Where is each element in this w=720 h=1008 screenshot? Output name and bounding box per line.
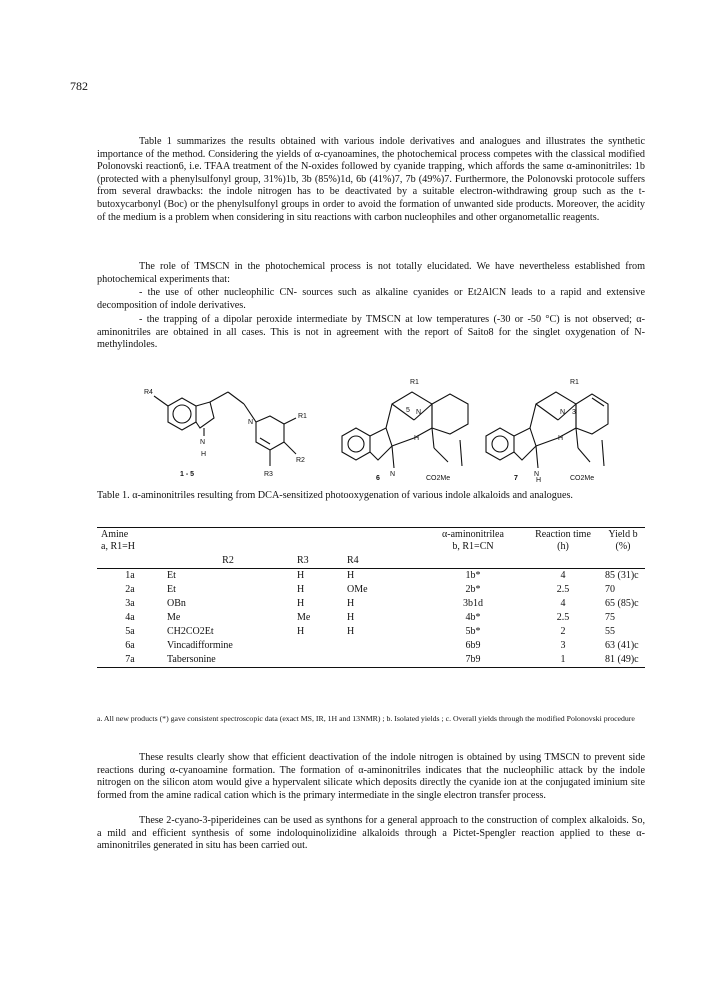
position-3-label: 3 xyxy=(572,409,576,416)
cell-r3: H xyxy=(297,598,305,609)
table-row xyxy=(97,653,645,668)
cell-time: 4 xyxy=(560,570,566,581)
cell-amine: 2a xyxy=(125,584,135,595)
cell-r4: H xyxy=(347,612,355,623)
table-caption: Table 1. α-aminonitriles resulting from DCA-sensitized photooxygenation of various indole alkaloids and analogues. xyxy=(97,490,573,501)
paragraph-tmscn-role: The role of TMSCN in the photochemical process is not totally elucidated. We have nevertheless established from photochemical experiments that: xyxy=(97,261,645,285)
indole-h-label: H xyxy=(201,451,207,458)
cell-r2: Et xyxy=(167,570,176,581)
cell-amine: 5a xyxy=(125,626,135,637)
cell-yield: 65 (85)c xyxy=(605,598,639,609)
table-row xyxy=(97,569,645,584)
cell-r2: Vincadifformine xyxy=(167,640,233,651)
cell-product: 7b9 xyxy=(465,654,481,665)
paragraph-peroxide-trapping: - the trapping of a dipolar peroxide intermediate by TMSCN at low temperatures (-30 or -50 °C) is not observed; α-aminonitriles are obtained in all cases. This is not in agreement with the report of Saito8 for the singlet oxygenation of N-methylindoles. xyxy=(97,314,645,351)
cell-r2: Me xyxy=(167,612,181,623)
structure-label-1-5: 1 - 5 xyxy=(180,471,195,478)
piperidine-n-label: N xyxy=(248,419,254,426)
h-label-7b: H xyxy=(536,477,542,484)
structure-6 xyxy=(342,392,468,468)
structure-7 xyxy=(486,392,608,468)
header-r3: R3 xyxy=(297,555,309,566)
r1-label-6: R1 xyxy=(410,379,419,386)
table-footnote: a. All new products (*) gave consistent spectroscopic data (exact MS, IR, 1H and 13NMR) ; b. Isolated yields ; c. Overall yields through the modified Polonovski procedure xyxy=(97,714,635,723)
cell-r3: H xyxy=(297,570,305,581)
indole-n-7: N xyxy=(534,471,540,478)
cell-time: 2.5 xyxy=(556,584,570,595)
cell-r2: Et xyxy=(167,584,176,595)
header-yield: Yield b (%) xyxy=(608,529,638,552)
header-amine: Amine a, R1=H xyxy=(101,529,135,552)
cell-r3 xyxy=(293,639,343,653)
h-label-7: H xyxy=(558,435,564,442)
structure-1-5 xyxy=(154,392,296,466)
table-row xyxy=(97,639,645,653)
cell-yield: 63 (41)c xyxy=(605,640,639,651)
cell-yield: 70 xyxy=(605,584,615,595)
cell-product: 1b* xyxy=(465,570,481,581)
r1-label: R1 xyxy=(298,413,307,420)
cell-product: 5b* xyxy=(465,626,481,637)
cell-yield: 85 (31)c xyxy=(605,570,639,581)
structure-label-6: 6 xyxy=(376,475,380,482)
indole-n-label: N xyxy=(200,439,206,446)
cell-amine: 4a xyxy=(125,612,135,623)
paragraph-tmscn-deactivation: These results clearly show that efficient deactivation of the indole nitrogen is obtained by using TMSCN to prevent side reactions during α-cyanoamine formation. The formation of α-aminonitriles indicates that the nucleophilic attack by the indole nitrogen on the silicon atom would give a hypervalent silicate which deposits directly the cyanide ion at the conjugated iminium site formed from the amine radical cation which is the primary intermediate in the single electron transfer process. xyxy=(97,752,645,801)
cell-time: 1 xyxy=(560,654,566,665)
cell-r3: Me xyxy=(297,612,311,623)
indole-n-6: N xyxy=(390,471,396,478)
cell-time: 3 xyxy=(560,640,566,651)
cell-r3: H xyxy=(297,584,305,595)
chemical-structures xyxy=(130,364,650,484)
h-label-6: H xyxy=(414,435,420,442)
cell-r3 xyxy=(293,653,343,668)
co2me-label-7: CO2Me xyxy=(570,475,595,482)
paragraph-cn-sources: - the use of other nucleophilic CN- sources such as alkaline cyanides or Et2AlCN leads to a rapid and extensive decomposition of indole derivatives. xyxy=(97,287,645,311)
cell-r3: H xyxy=(297,626,305,637)
cell-time: 4 xyxy=(560,598,566,609)
paragraph-piperideines: These 2-cyano-3-piperideines can be used as synthons for a general approach to the construction of complex alkaloids. So, a mild and efficient synthesis of some indoloquinolizidine alkaloids through a Pictet-Spengler reaction applied to these α-aminonitriles generated in situ has been carried out. xyxy=(97,815,645,852)
header-r2: R2 xyxy=(222,555,234,566)
header-r4: R4 xyxy=(347,555,359,566)
r2-label: R2 xyxy=(296,457,305,464)
cell-amine: 7a xyxy=(125,654,135,665)
cell-yield: 75 xyxy=(605,612,615,623)
cell-product: 6b9 xyxy=(465,640,481,651)
cell-r2: Tabersonine xyxy=(167,654,216,665)
page-number: 782 xyxy=(70,79,88,93)
cell-r4: H xyxy=(347,598,355,609)
n-label-6: N xyxy=(416,409,422,416)
cell-yield: 55 xyxy=(605,626,615,637)
r3-label: R3 xyxy=(264,471,273,478)
table-row xyxy=(97,625,645,639)
results-table xyxy=(97,527,645,668)
cell-yield: 81 (49)c xyxy=(605,654,639,665)
cell-time: 2 xyxy=(560,626,566,637)
table-row xyxy=(97,583,645,597)
structure-label-7: 7 xyxy=(514,475,518,482)
cell-product: 2b* xyxy=(465,584,481,595)
paragraph-table-summary: Table 1 summarizes the results obtained with various indole derivatives and analogues and illustrates the synthetic importance of the method. Considering the yields of α-cyanoamines, the photochemical process competes with the classical modified Polonovski reaction6, i.e. TFAA treatment of the N-oxides followed by cyanide trapping, which affords the same α-aminonitriles: 1b (protected with a phenylsulfonyl group, 31%)1b, 3b (85%)1d, 6b (41%)7, 7b (49%)7. Furthermore, the Polonovski protocole suffers from several drawbacks: the indole nitrogen has to be deactivated by a suitable electron-withdrawing group such as the t-butoxycarbonyl (Boc) or the phenylsulfonyl groups in order to avoid the formation of unwanted side products. Moreover, the acidity of the medium is a problem when considering in situ reactions with carbon nucleophiles and other organometallic reagents. xyxy=(97,136,645,223)
cell-r4: OMe xyxy=(347,584,368,595)
cell-r4 xyxy=(343,653,421,668)
cell-amine: 3a xyxy=(125,598,135,609)
cell-r4 xyxy=(343,639,421,653)
cell-time: 2.5 xyxy=(556,612,570,623)
header-time: Reaction time (h) xyxy=(535,529,591,552)
cell-r4: H xyxy=(347,570,355,581)
r1-label-7: R1 xyxy=(570,379,579,386)
cell-amine: 1a xyxy=(125,570,135,581)
position-5-label: 5 xyxy=(406,407,410,414)
table-row xyxy=(97,597,645,611)
cell-product: 3b1d xyxy=(463,598,483,609)
n-label-7: N xyxy=(560,409,566,416)
cell-r4: H xyxy=(347,626,355,637)
cell-r2: OBn xyxy=(167,598,186,609)
header-product: α-aminonitrilea b, R1=CN xyxy=(442,529,504,552)
table-row xyxy=(97,611,645,625)
cell-product: 4b* xyxy=(465,612,481,623)
cell-amine: 6a xyxy=(125,640,135,651)
cell-r2: CH2CO2Et xyxy=(167,626,214,637)
co2me-label-6: CO2Me xyxy=(426,475,451,482)
r4-label: R4 xyxy=(144,389,153,396)
